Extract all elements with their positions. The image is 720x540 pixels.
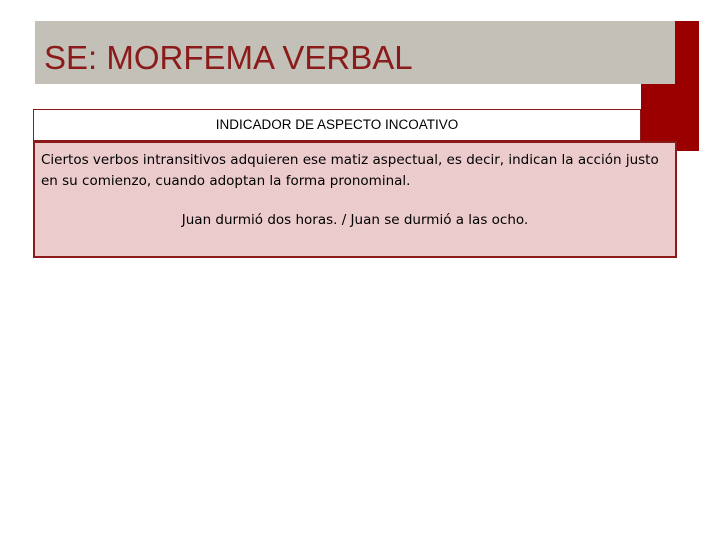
content-box: [33, 141, 677, 258]
explanation-paragraph: Ciertos verbos intransitivos adquieren ese matiz aspectual, es decir, indican la acción justo en su comienzo, cuando adoptan la forma pronominal.: [41, 152, 659, 189]
slide-title: SE: MORFEMA VERBAL: [44, 39, 413, 76]
title-bar: [35, 21, 675, 84]
accent-block-top: [675, 21, 699, 84]
box-header: INDICADOR DE ASPECTO INCOATIVO: [33, 109, 641, 141]
example-sentence: Juan durmió dos horas. / Juan se durmió a las ocho.: [181, 212, 529, 228]
